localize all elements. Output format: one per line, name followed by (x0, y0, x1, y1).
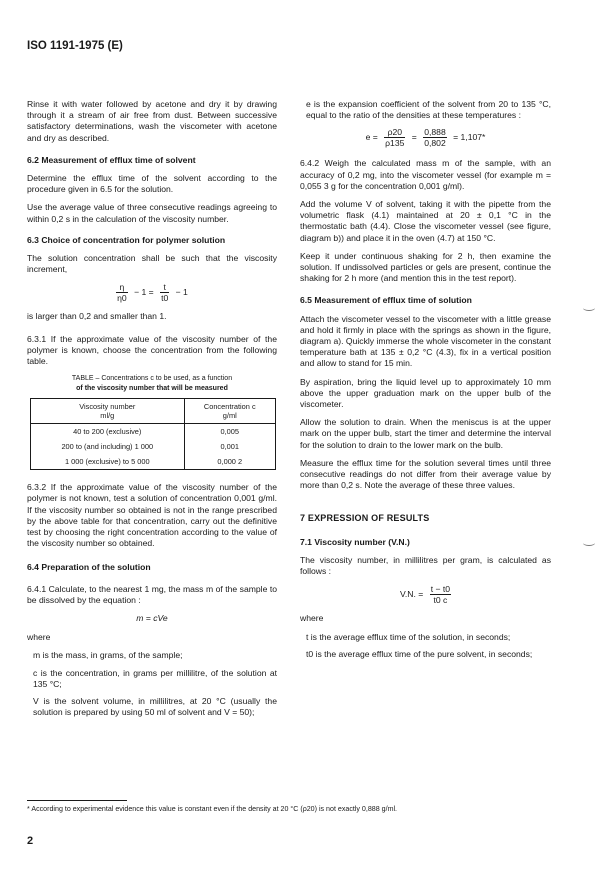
section-6-2-p1: Determine the efflux time of the solvent according to the procedure given in 6.5 for the solution. (27, 173, 277, 195)
page-number: 2 (27, 835, 34, 847)
viscosity-increment-formula (27, 282, 277, 303)
rho135: ρ135 (385, 138, 405, 149)
table-caption-line1: TABLE – Concentrations c to be used, as a function (71, 375, 233, 383)
time-fraction (160, 282, 169, 303)
eta: η (116, 282, 128, 293)
viscosity-range: 40 to 200 (exclusive) (31, 424, 185, 440)
col-header-concentration: Concentration c g/ml (184, 399, 275, 424)
viscosity-range: 1 000 (exclusive) to 5 000 (31, 454, 185, 470)
minus-one-equals: − 1 = (134, 287, 154, 298)
left-column (27, 99, 277, 725)
section-7-title: 7 EXPRESSION OF RESULTS (300, 513, 430, 524)
table-row (31, 424, 276, 440)
where-label-right: where (300, 613, 324, 624)
def-m: m is the mass, in grams, of the sample; (33, 650, 183, 661)
expansion-formula (300, 127, 551, 148)
footnote-rule (27, 800, 127, 801)
viscosity-number-formula (300, 584, 551, 605)
t: t (160, 282, 169, 293)
eta-fraction (116, 282, 128, 303)
def-e: e is the expansion coefficient of the solvent from 20 to 135 °C, equal to the ratio of the densities at these temperatures : (306, 99, 551, 121)
section-6-5-p3: Allow the solution to drain. When the meniscus is at the upper mark on the upper bulb, start the timer and determine the interval for the solution to drain to the lower mark on the bulb. (300, 417, 551, 450)
def-c: c is the concentration, in grams per millilitre, of the solution at 135 °C; (33, 667, 277, 689)
table-caption (27, 374, 277, 393)
section-7-1-title: 7.1 Viscosity number (V.N.) (300, 536, 410, 547)
table-caption-line2: of the viscosity number that will be measured (76, 384, 228, 392)
section-6-4-1: 6.4.1 Calculate, to the nearest 1 mg, the mass m of the sample to be dissolved by the equation : (27, 583, 277, 605)
minus-one: − 1 (175, 287, 188, 298)
vn-fraction (430, 584, 451, 605)
footnote: * According to experimental evidence this value is constant even if the density at 20 °C (ρ20) is not exactly 0,888 g/ml. (27, 805, 398, 813)
section-6-3-p2: is larger than 0,2 and smaller than 1. (27, 311, 167, 322)
section-6-3-1: 6.3.1 If the approximate value of the viscosity number of the polymer is known, choose the concentration from the following table. (27, 333, 277, 367)
section-6-5-p4: Measure the efflux time for the solution several times until three consecutive readings do not differ from their average value by more than 0,2 s. Note the average of these three values. (300, 457, 551, 491)
section-7-1-p1: The viscosity number, in millilitres per gram, is calculated as follows : (300, 554, 551, 577)
section-6-2-p2: Use the average value of three consecutive readings agreeing to within 0,2 s in the calculation of the viscosity number. (27, 202, 277, 224)
section-6-4-2: 6.4.2 Weigh the calculated mass m of the sample, with an accuracy of 0,2 mg, into the viscometer vessel (for example m = 0,055 3 g for the concentration 0,001 g/ml). (300, 158, 551, 191)
where-label: where (27, 632, 51, 643)
concentration-table (30, 398, 276, 470)
table-row (31, 439, 276, 454)
value-0802: 0,802 (424, 138, 446, 149)
right-column (300, 99, 551, 666)
e-equals: e = (365, 132, 378, 143)
section-6-5-p2: By aspiration, bring the liquid level up to approximately 10 mm above the upper graduation mark on the upper bulb of the viscometer. (300, 376, 551, 410)
vn-numerator: t − t0 (430, 584, 451, 595)
section-6-3-2: 6.3.2 If the approximate value of the viscosity number of the polymer is not known, test a solution of concentration 0,001 g/ml. If the viscosity number so obtained is not in the range prescribed by the above table for that concentration, carry out the definitive test by choosing the right concentration according to the value of the viscosity number so obtained. (27, 482, 277, 549)
vn-denominator: t0 c (433, 595, 448, 606)
add-solvent-paragraph: Add the volume V of solvent, taking it with the pipette from the volumetric flask (4.1) maintained at 20 ± 0,1 °C in the thermostatic bath (4.4). Close the viscometer vessel (see figure, diagram b)) and place it in the oven (4.7) at 150 °C. (300, 199, 551, 243)
keep-shaking-paragraph: Keep it under continuous shaking for 2 h, then examine the solution. If undissolved particles or gels are present, continue the shaking for 2 h more (and mention this in the test report). (300, 250, 551, 284)
density-fraction (384, 127, 405, 148)
mass-equation: m = cVe (136, 613, 168, 624)
section-6-2-title: 6.2 Measurement of efflux time of solvent (27, 154, 196, 165)
value-0888: 0,888 (424, 127, 446, 138)
rho20: ρ20 (384, 127, 405, 138)
def-t0: t0 is the average efflux time of the pure solvent, in seconds; (306, 648, 533, 659)
section-6-3-title: 6.3 Choice of concentration for polymer solution (27, 234, 226, 245)
section-6-5-p1: Attach the viscometer vessel to the viscometer with a little grease and hold it firmly in place with the springs as shown in the figure, diagram a). Quickly immerse the whole viscometer in the constant temperature bath at 135 ± 0,2 °C (4.3), fix in a vertical position and allow to stand for 15 min. (300, 313, 551, 369)
concentration-value: 0,001 (184, 439, 275, 454)
def-t: t is the average efflux time of the solution, in seconds; (306, 631, 511, 642)
density-values-fraction (423, 127, 447, 148)
def-v: V is the solvent volume, in millilitres, at 20 °C (usually the solution is prepared by using 50 ml of solvent and V = 50); (33, 696, 277, 718)
section-6-5-title: 6.5 Measurement of efflux time of solution (300, 295, 472, 306)
col-header-viscosity-number: Viscosity number ml/g (31, 399, 185, 424)
eta0: η0 (117, 293, 127, 304)
equals: = (411, 132, 417, 143)
concentration-value: 0,000 2 (184, 454, 275, 470)
section-6-4-title: 6.4 Preparation of the solution (27, 562, 151, 573)
page-header: ISO 1191-1975 (E) (27, 40, 123, 52)
result-value: = 1,107* (453, 132, 486, 143)
vn-equals: V.N. = (399, 589, 424, 600)
table-row (31, 454, 276, 470)
margin-mark (583, 305, 595, 311)
margin-mark (583, 540, 595, 546)
viscosity-range: 200 to (and including) 1 000 (31, 439, 185, 454)
section-6-3-p1: The solution concentration shall be such that the viscosity increment, (27, 253, 277, 275)
intro-paragraph: Rinse it with water followed by acetone and dry it by drawing through it a stream of air free from dust. Between successive satisfactory determinations, wash the viscometer with acetone and dry as described. (27, 99, 277, 143)
concentration-value: 0,005 (184, 424, 275, 440)
t0: t0 (161, 293, 169, 304)
